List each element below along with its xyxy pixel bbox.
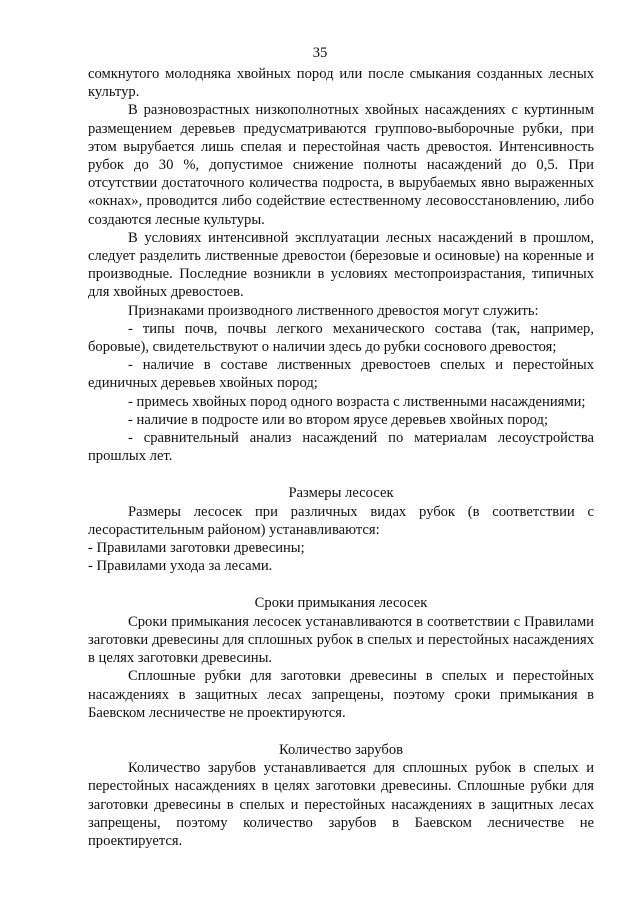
- list-item: - наличие в составе лиственных древостоев спелых и перестойных единичных деревьев хвойных пород;: [88, 357, 594, 392]
- paragraph: сомкнутого молодняка хвойных пород или после смыкания созданных лесных культур.: [88, 66, 594, 101]
- spacer: [88, 465, 594, 484]
- paragraph: Количество зарубов устанавливается для сплошных рубок в спелых и перестойных насаждениях в целях заготовки древесины. Сплошные рубки для заготовки древесины в спелых и перестойных насаждениях в защитных лесах запрещены, поэтому количество зарубов в Баевском лесничестве не проектируется.: [88, 760, 594, 849]
- paragraph: В условиях интенсивной эксплуатации лесных насаждений в прошлом, следует разделить лиственные древостои (березовые и осиновые) на коренные и производные. Последние возникли в условиях местопроизрастания, типичных для хвойных древостоев.: [88, 229, 594, 301]
- spacer: [88, 575, 594, 594]
- spacer: [88, 722, 594, 741]
- paragraph: Размеры лесосек при различных видах рубок (в соответствии с лесорастительным районом) устанавливаются:: [88, 503, 594, 538]
- list-item: - сравнительный анализ насаждений по материалам лесоустройства прошлых лет.: [88, 430, 594, 465]
- list-item: - Правилами заготовки древесины;: [88, 540, 305, 557]
- list-item: - примесь хвойных пород одного возраста с лиственными насаждениями;: [128, 393, 586, 410]
- paragraph: В разновозрастных низкополнотных хвойных насаждениях с куртинным размещением деревьев предусматриваются группово-выборочные рубки, при этом вырубается лишь спелая и перестойная часть древостоя. Интенсивность рубок до 30 %, допустимое снижение полноты насаждений до 0,5. При отсутствии достаточного количества подроста, в вырубаемых явно выраженных «окнах», проводится либо содействие естественному лесовосстановлению, либо создаются лесные культуры.: [88, 102, 594, 228]
- list-item: - типы почв, почвы легкого механического состава (так, например, боровые), свидетельствуют о наличии здесь до рубки соснового древостоя;: [88, 320, 594, 356]
- paragraph: Сплошные рубки для заготовки древесины в спелых и перестойных насаждениях в защитных лесах запрещены, поэтому сроки примыкания в Баевском лесничестве не проектируются.: [88, 668, 594, 721]
- section-heading: Размеры лесосек: [288, 485, 394, 502]
- page-number: 35: [312, 45, 328, 61]
- list-item: - Правилами ухода за лесами.: [88, 558, 273, 575]
- list-item: - наличие в подросте или во втором ярусе деревьев хвойных пород;: [128, 411, 549, 428]
- paragraph: Признаками производного лиственного древостоя могут служить:: [128, 302, 539, 319]
- section-heading: Количество зарубов: [278, 741, 404, 758]
- paragraph: Сроки примыкания лесосек устанавливаются в соответствии с Правилами заготовки древесины для сплошных рубок в спелых и перестойных насаждениях в целях заготовки древесины.: [88, 613, 594, 667]
- document-body: [88, 65, 594, 850]
- section-heading: Сроки примыкания лесосек: [254, 595, 428, 612]
